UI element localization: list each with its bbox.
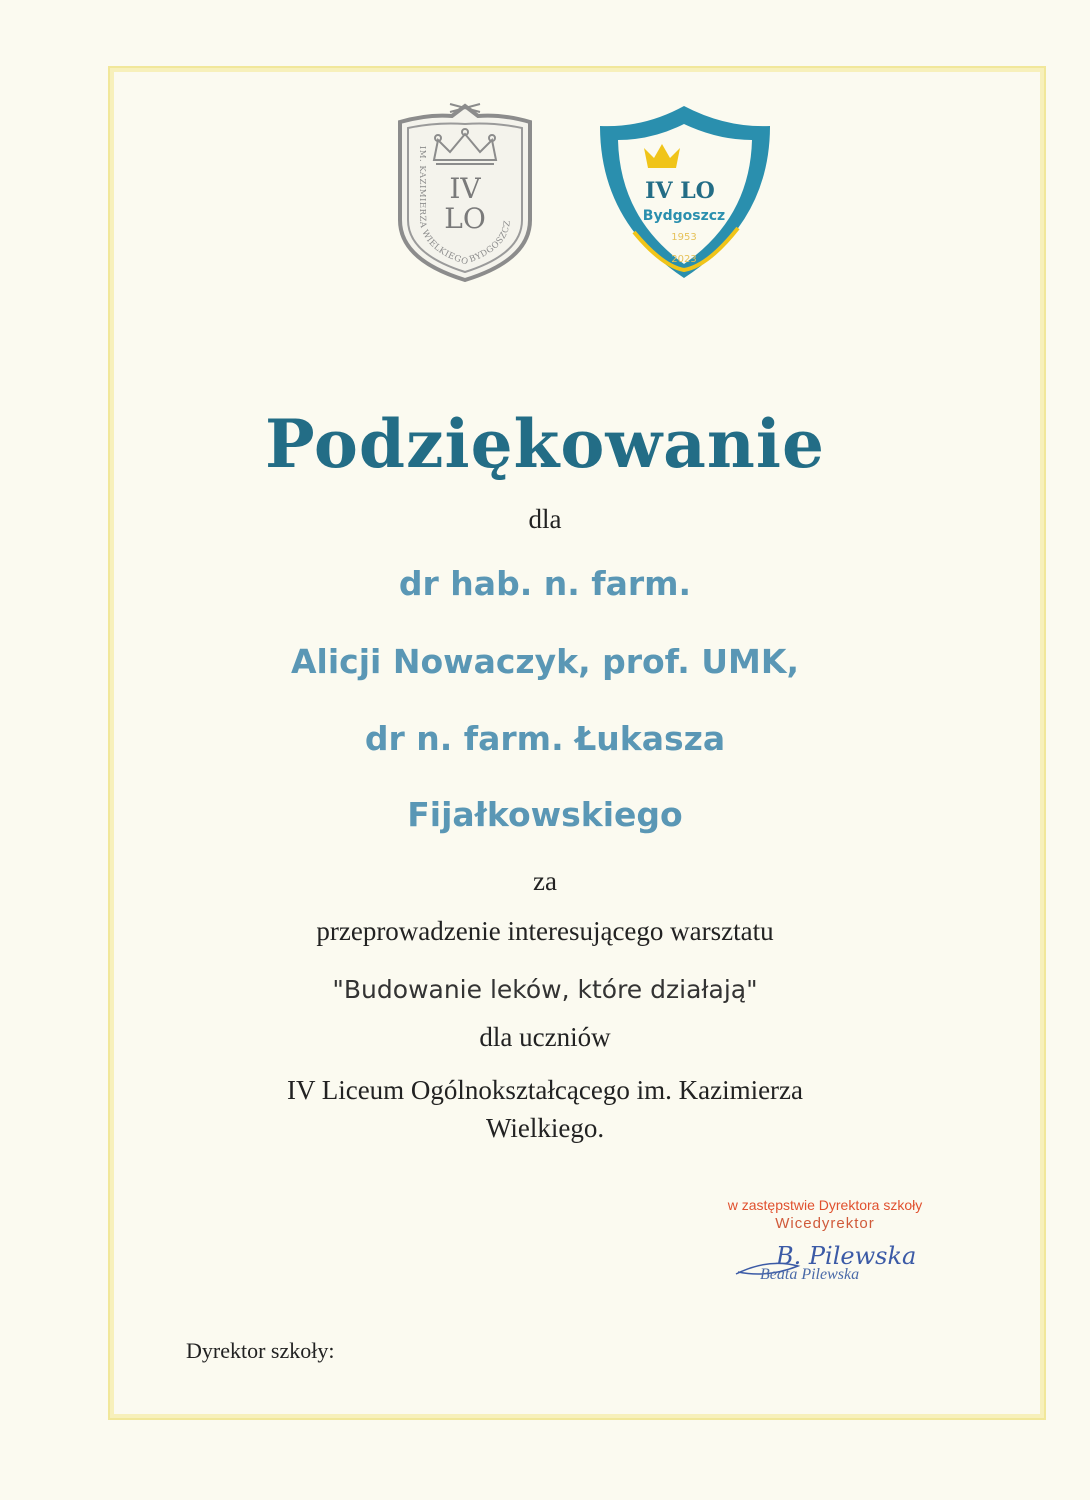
crest-ring-text: IM. KAZIMIERZA WIELKIEGO BYDGOSZCZ (416, 145, 514, 268)
certificate-title: Podziękowanie (265, 405, 825, 483)
signature-handwriting: B. Pilewska (776, 1242, 917, 1270)
for-label: dla (528, 504, 562, 534)
signature-stamp (690, 1196, 960, 1234)
director-label: Dyrektor szkoły: (186, 1338, 335, 1363)
shield-title: IV LO (645, 178, 715, 204)
shield-city: Bydgoszcz (642, 208, 726, 224)
school-name-line-2: Wielkiego. (485, 1113, 605, 1143)
reason-label: za (533, 866, 557, 896)
recipient-line-3: dr n. farm. Łukasza (364, 719, 726, 758)
crest-line2: LO (444, 202, 486, 235)
stamp-line-1: w zastępstwie Dyrektora szkoły (727, 1197, 923, 1213)
audience-label: dla uczniów (479, 1022, 611, 1052)
stamp-line-2: Wicedyrektor (775, 1215, 875, 1232)
anniversary-shield-logo (592, 102, 778, 282)
reason-text: przeprowadzenie interesującego warsztatu (316, 916, 774, 946)
shield-year-end: 2023 (671, 254, 697, 265)
school-name-line-1: IV Liceum Ogólnokształcącego im. Kazimierza (286, 1075, 804, 1105)
school-crest-logo (392, 100, 538, 282)
recipient-line-1: dr hab. n. farm. (398, 564, 692, 603)
shield-year-start: 1953 (671, 232, 697, 243)
recipient-line-4: Fijałkowskiego (407, 795, 683, 834)
crest-line1: IV (449, 172, 481, 205)
signature-name: Beata Pilewska (760, 1266, 860, 1283)
workshop-title: "Budowanie leków, które działają" (332, 975, 758, 1004)
recipient-line-2: Alicji Nowaczyk, prof. UMK, (290, 642, 800, 681)
